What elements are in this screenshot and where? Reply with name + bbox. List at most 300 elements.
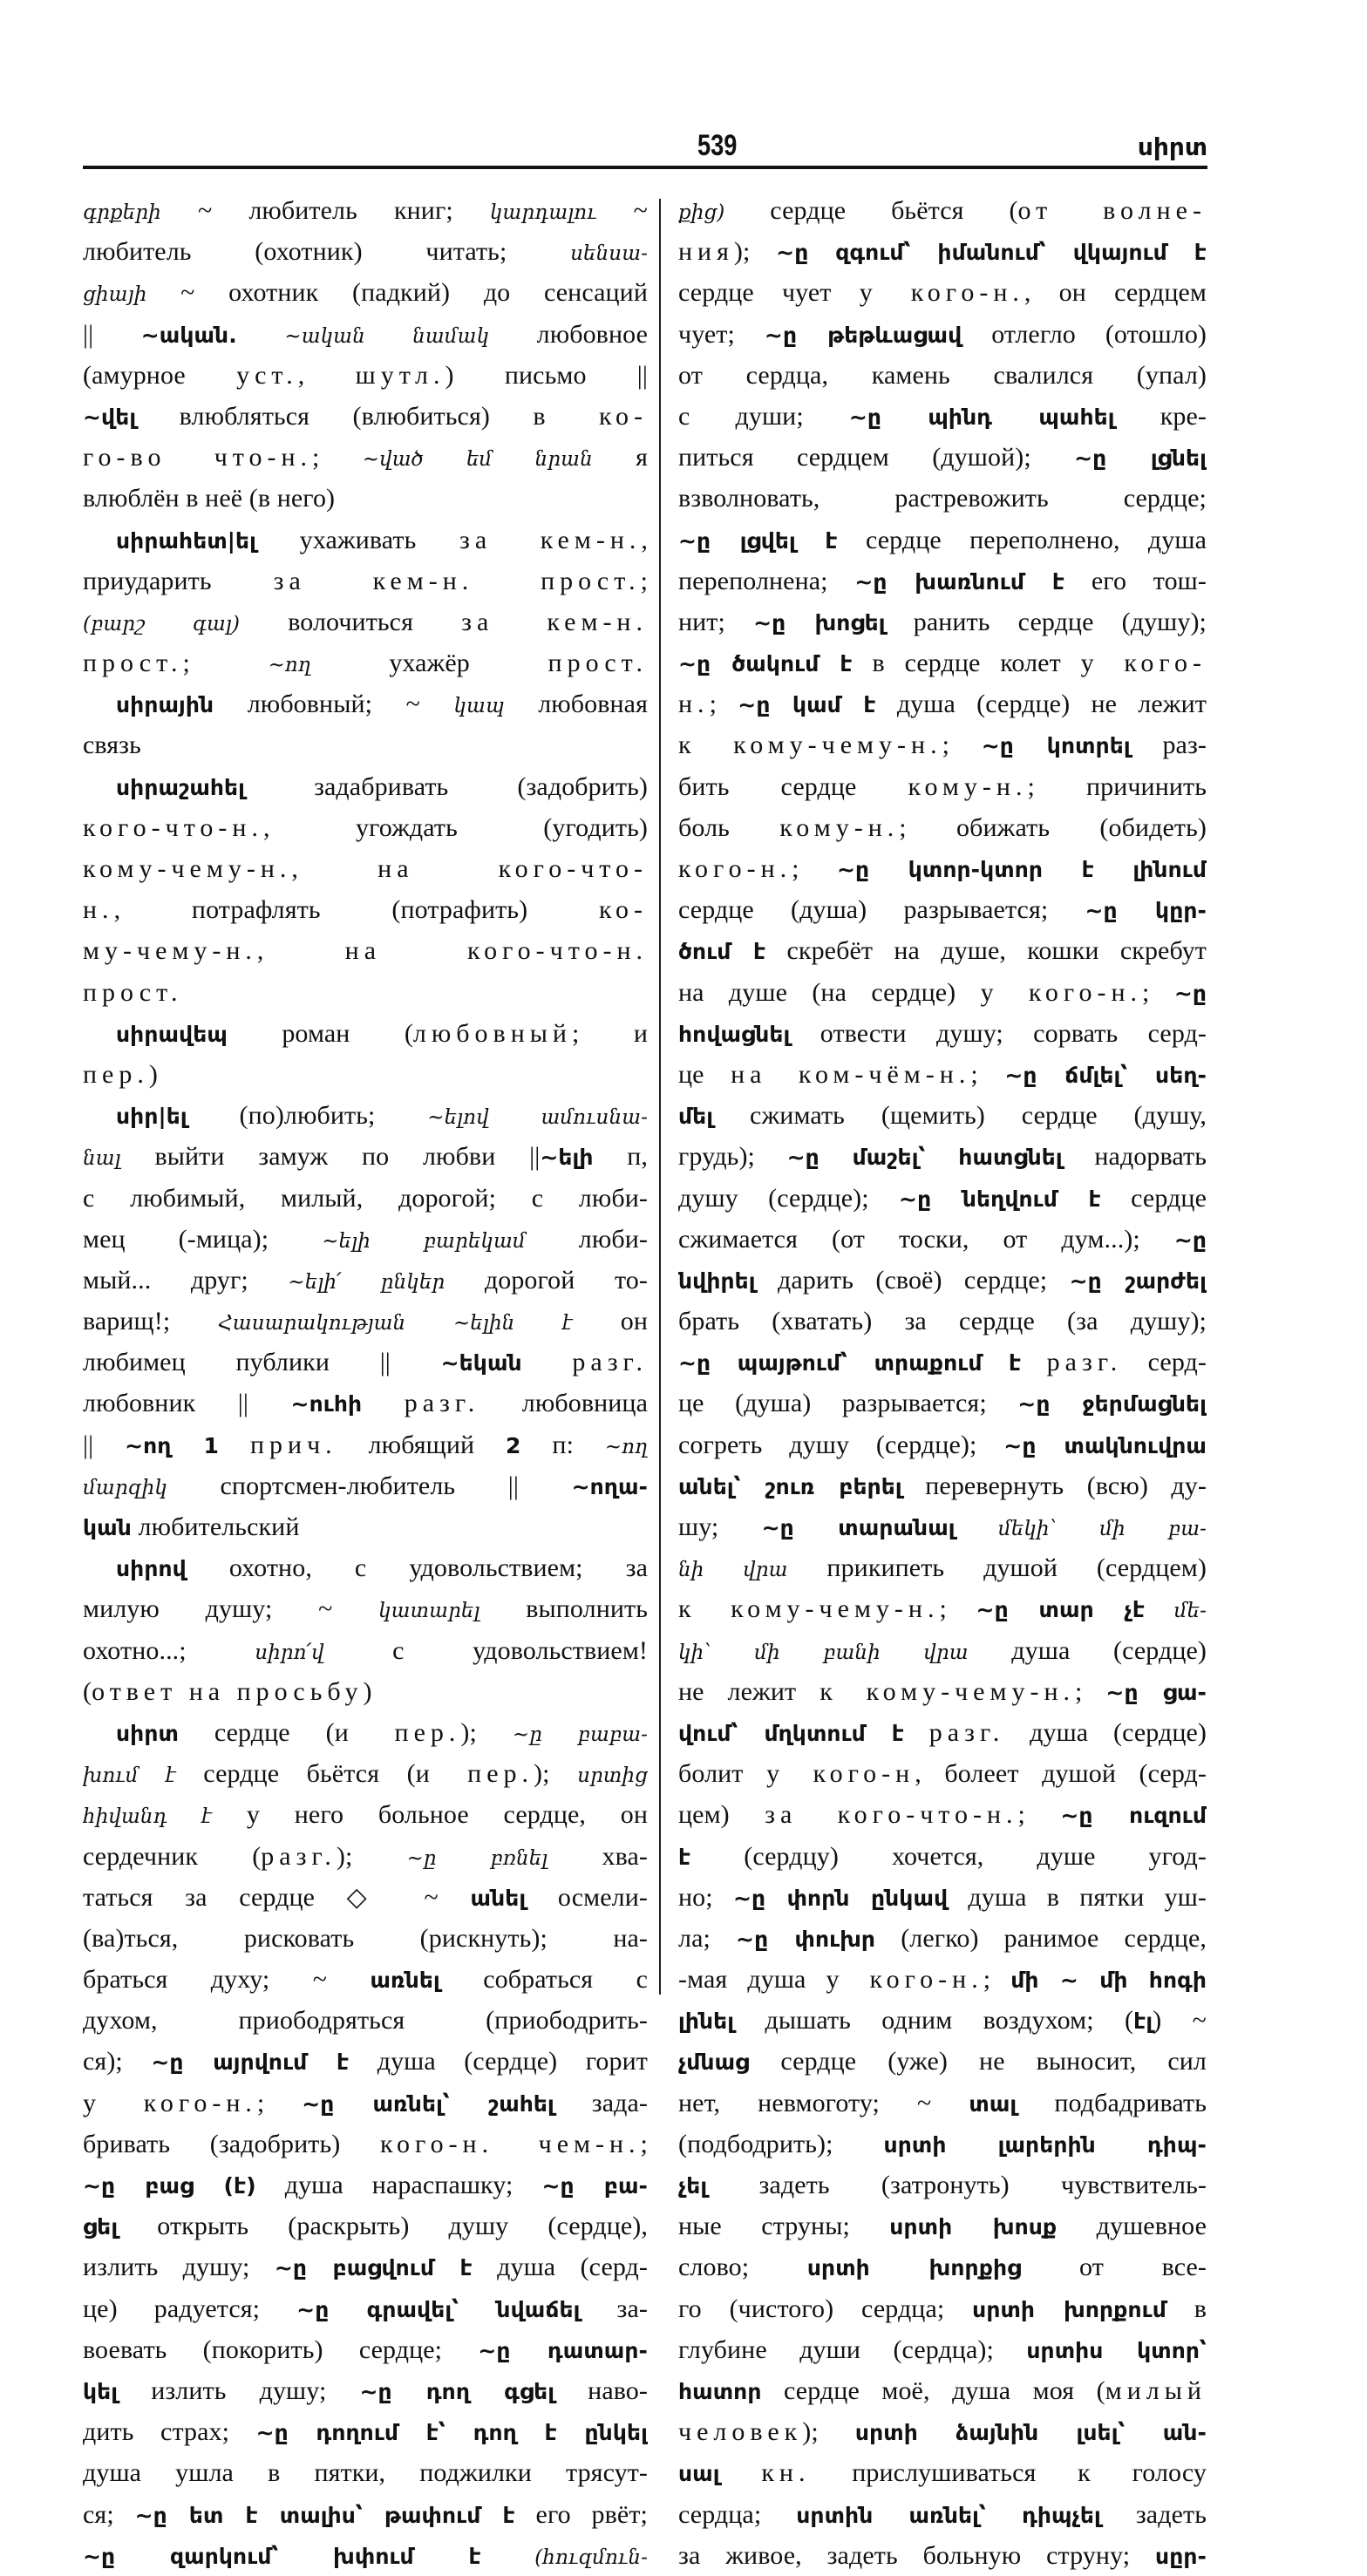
translation-text: дить страх;: [83, 2417, 256, 2447]
spaced-label: прич.: [249, 1430, 337, 1459]
headword: մի ~ մի հոգի: [1010, 1968, 1207, 1994]
spaced-label: му-чему-н.: [83, 936, 257, 966]
translation-text: сердце чует: [678, 278, 860, 308]
text-line: [83, 889, 648, 930]
headword: վում՝ մղկտում է: [678, 1720, 905, 1746]
translation-text: п,: [593, 1142, 648, 1172]
headword: սիրտ: [116, 1720, 179, 1746]
headword: ~ը ուզում: [1060, 1803, 1207, 1829]
translation-text: милую душу; ~: [83, 1594, 379, 1624]
spaced-label: у кого-н: [766, 1759, 915, 1789]
text-line: [83, 1794, 648, 1835]
translation-text: (легко) ранимое сердце,: [875, 1923, 1207, 1953]
translation-text: бить сердце: [678, 771, 908, 801]
text-line: [678, 1959, 1207, 2000]
translation-text: душа ушла в пятки, поджилки трясут-: [83, 2458, 648, 2488]
headword: ~ը: [1173, 1227, 1207, 1253]
translation-text: ;: [983, 1965, 1011, 1995]
text-line: [678, 2288, 1207, 2329]
page-number: 539: [697, 129, 738, 162]
headword: ~ող 1: [125, 1432, 220, 1458]
translation-text: сердце (: [178, 1717, 335, 1747]
text-line: [678, 2246, 1207, 2287]
headword: սիրային: [116, 692, 214, 718]
headword: լինել: [678, 2008, 735, 2035]
text-line: [678, 1342, 1207, 1383]
translation-text: ные струны;: [678, 2212, 890, 2241]
armenian-phrase: ~ող: [268, 654, 311, 677]
translation-text: любовник ||: [83, 1389, 291, 1418]
text-line: [678, 1136, 1207, 1177]
translation-text: ранить сердце (душу);: [885, 607, 1207, 636]
spaced-label: от волне-: [1017, 196, 1207, 225]
armenian-phrase: կարդալու: [489, 201, 597, 224]
text-line: [678, 396, 1207, 437]
text-line: [83, 1219, 648, 1260]
translation-text: сердечник (: [83, 1841, 262, 1871]
text-line: [678, 1383, 1207, 1424]
spaced-label: за кем-н.: [459, 525, 642, 554]
spaced-label: го-во что-н.: [83, 443, 313, 472]
translation-text: цем): [678, 1800, 765, 1830]
text-line: [678, 1588, 1207, 1629]
text-line: [83, 2124, 648, 2165]
headword: ~ը զարկում՝ խփում է: [83, 2543, 481, 2569]
headword: առնել: [370, 1968, 440, 1994]
text-line: [678, 2411, 1207, 2452]
spaced-label: у кого-н.: [826, 1965, 983, 1995]
headword: ~ը տակնուվրա: [1003, 1432, 1207, 1458]
translation-text: охотно...;: [83, 1635, 255, 1665]
translation-text: ся;: [83, 2499, 135, 2529]
translation-text: ;: [939, 1594, 976, 1624]
translation-text: зада-: [554, 2088, 648, 2117]
translation-text: сердца;: [678, 2499, 797, 2529]
translation-text: дышать одним воздухом; (: [734, 2006, 1134, 2036]
spaced-label: к кому-чему-н.: [820, 1676, 1076, 1706]
headword: նվիրել: [678, 1268, 756, 1294]
text-line: [83, 1054, 648, 1095]
spaced-label: у кого-: [1080, 649, 1207, 678]
text-line: [83, 2494, 648, 2535]
translation-text: ;: [640, 566, 648, 595]
translation-text: переполнена;: [678, 566, 855, 595]
text-line: [678, 1260, 1207, 1301]
translation-text: [720, 2458, 762, 2487]
translation-text: раз-: [1130, 731, 1207, 760]
translation-text: ; обижать (обидеть): [899, 812, 1207, 842]
headword: սրտին առնել՝ դիպչել: [796, 2502, 1101, 2528]
armenian-phrase: նի վրա: [678, 1559, 788, 1582]
translation-text: варищ!;: [83, 1307, 219, 1336]
translation-text: с души;: [678, 401, 849, 431]
translation-text: );: [802, 2417, 855, 2447]
text-line: [678, 1095, 1207, 1136]
translation-text: ,: [291, 854, 378, 883]
text-line: [83, 2041, 648, 2082]
spaced-label: прост.: [83, 977, 183, 1007]
translation-text: с удовольствием!: [323, 1635, 648, 1665]
headword: ~ը փուխր: [736, 1926, 876, 1952]
translation-text: согреть душу (сердце);: [678, 1430, 1004, 1459]
armenian-phrase: կի՝ մի բանի վրա: [678, 1641, 969, 1664]
left-column: [83, 190, 648, 2576]
headword: ~ը բաց (է): [83, 2173, 256, 2199]
translation-text: грудь);: [678, 1142, 787, 1172]
text-line: [678, 1794, 1207, 1835]
headword: ~ը տար չէ: [976, 1597, 1146, 1623]
text-line: [83, 1753, 648, 1794]
text-line: [678, 889, 1207, 930]
header-rule: [83, 166, 1207, 169]
translation-text: прислушиваться к голосу: [810, 2458, 1207, 2488]
translation-text: ,: [256, 936, 345, 966]
text-line: [678, 1054, 1207, 1095]
translation-text: ;: [1017, 1800, 1061, 1830]
headword: ~ը ջերմացնել: [1017, 1391, 1207, 1417]
page-header: [83, 122, 1207, 171]
armenian-phrase: ~ը բռնել: [406, 1846, 548, 1870]
text-line: [83, 2000, 648, 2041]
spaced-label: кого-что-н.: [83, 812, 263, 842]
translation-text: сердце бьётся (: [175, 1759, 416, 1789]
headword: ~վել: [83, 404, 137, 430]
text-line: [678, 602, 1207, 642]
translation-text: у него больное сердце, он: [212, 1800, 648, 1830]
headword: սրտի լարերին դիպ-: [883, 2131, 1207, 2158]
spaced-label: и пер.: [334, 1717, 461, 1747]
translation-text: влюблён в неё (в него): [83, 484, 336, 513]
text-line: [678, 1178, 1207, 1219]
headword: ~ը այրվում է: [151, 2049, 350, 2076]
translation-text: мый... друг;: [83, 1265, 289, 1295]
translation-text: сердце (уже) не выносит, сил: [749, 2047, 1207, 2076]
text-line: [678, 930, 1207, 971]
translation-text: боль: [678, 812, 780, 842]
translation-text: роман (: [227, 1018, 413, 1048]
text-line: [83, 2411, 648, 2452]
headword: ~ը գրավել՝ նվաճել: [296, 2296, 581, 2322]
armenian-phrase: կապ: [453, 695, 505, 718]
headword: ~ուհի: [290, 1391, 363, 1417]
headword: ~ը փորն ընկավ: [732, 1885, 949, 1911]
headword: ~ելի: [540, 1145, 594, 1171]
text-line: [678, 314, 1207, 355]
armenian-phrase: մե-: [1173, 1600, 1207, 1623]
translation-text: , угождать (угодить): [262, 812, 648, 842]
text-line: [83, 724, 648, 765]
spaced-label: прост.: [547, 649, 648, 678]
text-line: [83, 683, 648, 724]
headword: 2: [506, 1432, 521, 1458]
text-line: [678, 561, 1207, 602]
translation-text: душа (сердце) не лежит: [875, 690, 1207, 719]
spaced-label: кого-н. чем-н.: [379, 2129, 641, 2158]
armenian-phrase: ~ական նամակ: [284, 324, 490, 348]
translation-text: );: [534, 1759, 578, 1789]
headword: էլ: [1133, 2008, 1153, 2035]
headword: կան: [83, 1515, 132, 1540]
translation-text: любовница: [479, 1389, 648, 1418]
translation-text: в сердце колет: [852, 649, 1081, 678]
text-line: [678, 1547, 1207, 1588]
translation-text: не лежит: [678, 1676, 820, 1706]
spaced-label: разг.: [572, 1348, 648, 1377]
headword: սրտիս կտոր՝: [1026, 2337, 1207, 2363]
spaced-label: разг.: [261, 1841, 337, 1871]
translation-text: бривать (задобрить): [83, 2129, 380, 2158]
headword: սիրավեպ: [116, 1021, 228, 1047]
text-line: [83, 602, 648, 642]
translation-text: от сердца, камень свалился (упал): [678, 360, 1207, 390]
text-line: [678, 272, 1207, 313]
translation-text: ,: [297, 360, 356, 390]
text-line: [678, 2165, 1207, 2206]
text-line: [83, 807, 648, 848]
translation-text: подбадривать: [1017, 2088, 1207, 2117]
text-line: [83, 1918, 648, 1959]
translation-text: дарить (своё) сердце;: [755, 1265, 1070, 1295]
translation-text: сердце моё, душа моя (: [761, 2375, 1105, 2405]
translation-text: ~: [596, 196, 648, 225]
text-line: [83, 1260, 648, 1301]
text-line: [83, 1712, 648, 1753]
translation-text: (подбодрить);: [678, 2129, 884, 2158]
armenian-phrase: խում է: [83, 1764, 176, 1788]
text-line: [83, 272, 648, 313]
translation-text: связь: [83, 731, 141, 760]
text-line: [678, 766, 1207, 807]
translation-text: спортсмен-любитель ||: [167, 1471, 572, 1500]
spaced-label: на кого-что-: [377, 854, 648, 883]
right-column: [678, 190, 1207, 2576]
translation-text: взволновать, растревожить сердце;: [678, 484, 1207, 513]
text-line: [678, 190, 1207, 231]
spaced-label: н.: [83, 895, 114, 925]
headword: ~ը բա-: [541, 2173, 648, 2199]
text-line: [678, 724, 1207, 765]
translation-text: воевать (покорить) сердце;: [83, 2335, 479, 2364]
translation-text: ;: [1075, 1676, 1106, 1706]
text-line: [678, 2206, 1207, 2246]
text-line: [83, 1178, 648, 1219]
headword: սիրով: [116, 1556, 187, 1582]
text-line: [83, 396, 648, 437]
headword: ~ը պայթում՝ տրաքում է: [678, 1350, 1022, 1376]
text-line: [83, 520, 648, 561]
translation-text: болит: [678, 1759, 767, 1789]
text-line: [678, 355, 1207, 396]
text-line: [678, 1877, 1207, 1918]
spaced-label: пер.: [83, 1059, 149, 1089]
spaced-label: человек: [678, 2417, 803, 2447]
translation-text: собраться с: [439, 1965, 648, 1995]
translation-text: [522, 1348, 573, 1376]
headword: ~ը խոցել: [753, 609, 886, 636]
translation-text: шу;: [678, 1512, 762, 1541]
text-line: [83, 1588, 648, 1629]
headword: ~ը բացվում է: [274, 2255, 473, 2281]
translation-text: сжимается (от тоски, от дум...);: [678, 1224, 1174, 1254]
armenian-phrase: ցիայի: [83, 283, 147, 307]
translation-text: душа в пятки уш-: [948, 1882, 1207, 1912]
text-line: [83, 231, 648, 272]
translation-text: душа (сердце): [1004, 1717, 1207, 1747]
translation-text: питься сердцем (душой);: [678, 443, 1075, 472]
spaced-label: за кем-н. прост.: [273, 566, 641, 595]
translation-text: я: [592, 443, 648, 472]
spaced-label: в ко-: [533, 401, 648, 431]
translation-text: [1145, 1594, 1174, 1623]
spaced-label: у кого-н.: [859, 278, 1024, 308]
translation-text: , потрафлять (потрафить): [113, 895, 599, 925]
armenian-phrase: նալ: [83, 1147, 121, 1171]
text-line: [678, 2452, 1207, 2493]
text-line: [678, 520, 1207, 561]
translation-text: ; и: [571, 1018, 648, 1048]
spaced-label: кому-чему-н.: [83, 854, 292, 883]
translation-text: ; причинить: [1027, 771, 1207, 801]
text-line: [678, 1671, 1207, 1712]
text-line: [83, 1383, 648, 1424]
translation-text: люби-: [525, 1224, 648, 1254]
translation-text: кре-: [1114, 401, 1207, 431]
translation-text: );: [460, 1717, 513, 1747]
translation-text: сердце бьётся (: [724, 196, 1018, 225]
translation-text: наво-: [554, 2375, 648, 2405]
spaced-label: шутл.: [355, 360, 445, 390]
translation-text: выполнить: [479, 1594, 648, 1624]
headword: մել: [678, 1104, 714, 1130]
headword: ~ը ճմլել՝ սեղ-: [1004, 1062, 1207, 1088]
translation-text: ухаживать: [256, 525, 460, 554]
translation-text: влюбляться (влюбиться): [136, 401, 534, 431]
translation-text: перевернуть (всю) ду-: [901, 1471, 1207, 1500]
translation-text: любовный; ~: [214, 690, 454, 719]
text-line: [678, 1630, 1207, 1671]
translation-text: ся);: [83, 2047, 152, 2076]
translation-text: [956, 1512, 998, 1541]
headword: սալ: [678, 2461, 720, 2487]
spaced-label: и пер.: [415, 1759, 534, 1789]
text-line: [83, 2083, 648, 2124]
translation-text: ;: [709, 690, 738, 719]
spaced-label: разг.: [404, 1389, 480, 1418]
translation-text: брать (хватать) за сердце (за душу);: [678, 1307, 1207, 1336]
translation-text: ~ охотник (падкий) до сенсаций: [146, 278, 648, 308]
armenian-phrase: մեկի՝ մի բա-: [997, 1518, 1207, 1540]
headword: է: [678, 1844, 691, 1870]
translation-text: нит;: [678, 607, 754, 636]
text-line: [678, 1013, 1207, 1054]
text-line: [678, 1301, 1207, 1342]
translation-text: п:: [520, 1430, 605, 1459]
headword: սիրահետ|ել: [116, 527, 257, 554]
headword: ~ողա-: [571, 1473, 648, 1499]
translation-text: ;: [970, 1059, 1005, 1089]
translation-text: (сердцу) хочется, душе угод-: [690, 1841, 1207, 1871]
text-line: [83, 930, 648, 971]
translation-text: сердце: [1100, 1183, 1207, 1213]
text-line: [83, 1013, 648, 1054]
spaced-label: на кого-что-н.: [344, 936, 648, 966]
spaced-label: за кого-что-н.: [765, 1800, 1018, 1830]
translation-text: ): [363, 1676, 372, 1706]
translation-text: прикипеть душой (сердцем): [787, 1553, 1207, 1583]
translation-text: духом, приободряться (приободрить-: [83, 2006, 648, 2036]
spaced-label: кому-н.: [908, 771, 1028, 801]
translation-text: нет, невмоготу; ~: [678, 2088, 969, 2117]
translation-text: [219, 1431, 250, 1459]
translation-text: задеть (затронуть) чувствитель-: [707, 2171, 1207, 2199]
text-line: [678, 1424, 1207, 1465]
text-line: [678, 1753, 1207, 1794]
translation-text: душу (сердце);: [678, 1183, 900, 1213]
text-line: [678, 683, 1207, 724]
translation-text: любитель (охотник) читать;: [83, 237, 571, 267]
text-line: [678, 478, 1207, 519]
headword: հատոր: [678, 2378, 762, 2404]
translation-text: слово;: [678, 2253, 807, 2282]
spaced-label: ответ на просьбу: [92, 1676, 364, 1706]
text-line: [83, 1671, 648, 1712]
translation-text: его тош-: [1064, 566, 1207, 595]
spaced-label: кого-н.: [678, 854, 792, 883]
headword: ~ը թեթևացավ: [764, 322, 962, 348]
headword: ~ը խառնում է: [854, 568, 1065, 595]
text-line: [83, 1959, 648, 2000]
translation-text: за живое, задеть больную струну;: [678, 2540, 1156, 2570]
headword: ~ը առնել՝ շահել: [302, 2090, 554, 2117]
text-line: [678, 972, 1207, 1013]
headword: ~ը պինդ պահել: [848, 404, 1115, 430]
spaced-label: за кем-н.: [461, 607, 648, 636]
armenian-phrase: ~ելի՛ ընկեր: [288, 1270, 445, 1294]
translation-text: ): [148, 1059, 158, 1089]
translation-text: сердце (душа) разрывается;: [678, 895, 1085, 925]
translation-text: браться духу; ~: [83, 1965, 371, 1995]
translation-text: любовная: [504, 690, 648, 719]
headword: ~ը: [1173, 980, 1207, 1006]
translation-text: ) ~: [1153, 2006, 1207, 2036]
translation-text: любовное: [489, 319, 648, 349]
translation-text: );: [336, 1841, 407, 1871]
armenian-phrase: ~ելով ամուսնա-: [427, 1106, 648, 1130]
headword: չմնաց: [678, 2049, 750, 2076]
text-line: [83, 561, 648, 602]
text-line: [83, 2206, 648, 2246]
text-line: [678, 2494, 1207, 2535]
armenian-phrase: ~ված եմ նրան: [362, 448, 593, 472]
translation-text: отвести душу; сорвать серд-: [790, 1018, 1207, 1048]
text-line: [83, 1547, 648, 1588]
headword: սրտի խոսք: [889, 2214, 1058, 2240]
translation-text: глубине души (сердца);: [678, 2335, 1027, 2364]
headword: ~ը շարժել: [1069, 1268, 1207, 1294]
text-line: [678, 1918, 1207, 1959]
spaced-label: кн.: [761, 2458, 811, 2488]
headword: ~ը կտոր-կտոր է լինում: [836, 857, 1207, 882]
translation-text: серд-: [1122, 1348, 1207, 1377]
text-line: [678, 2535, 1207, 2576]
translation-text: го (чистого) сердца;: [678, 2294, 973, 2323]
armenian-phrase: ~ելի բարեկամ: [322, 1229, 526, 1253]
text-line: [83, 355, 648, 396]
translation-text: но;: [678, 1882, 733, 1912]
armenian-phrase: քից): [678, 201, 725, 224]
text-line: [83, 437, 648, 478]
armenian-phrase: հիվանդ է: [83, 1805, 213, 1829]
